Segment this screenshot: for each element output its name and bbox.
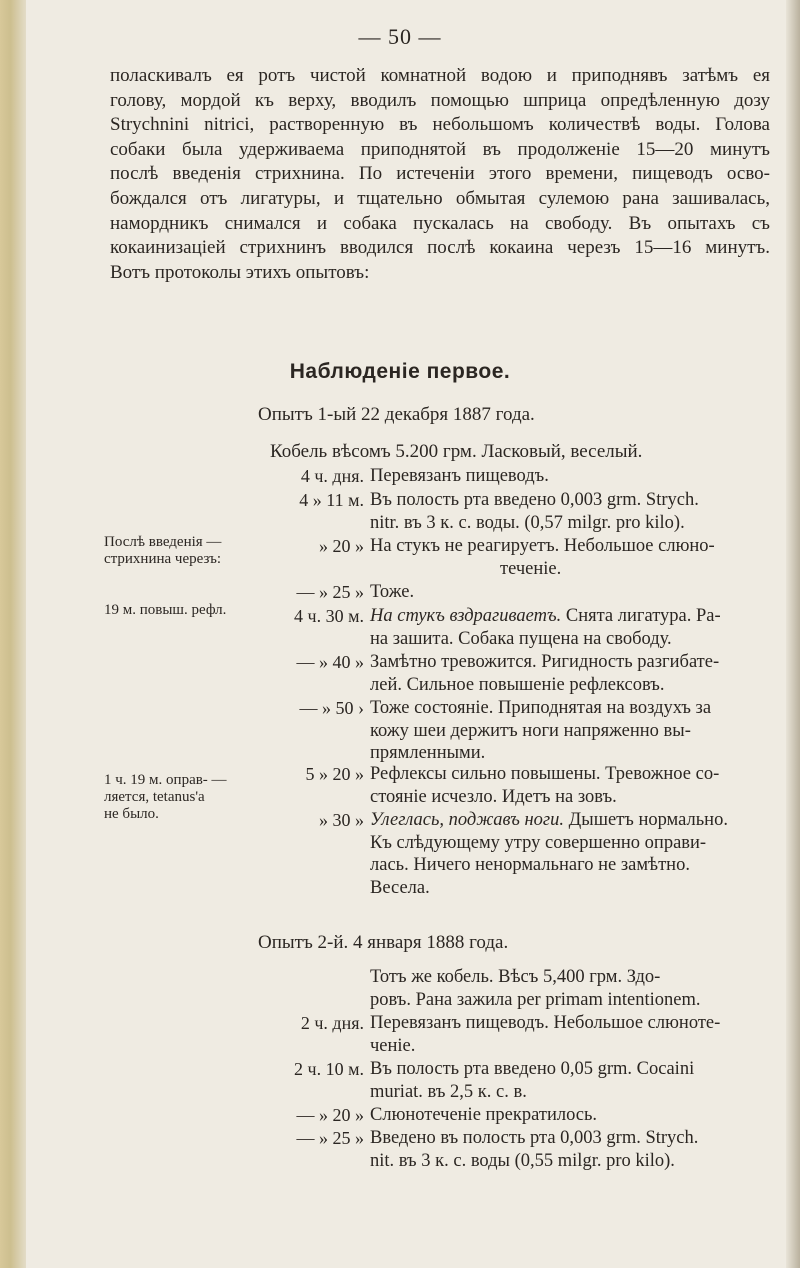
experiment-1-title: Опытъ 1-ый 22 декабря 1887 года. [258,404,535,425]
side-note-line: не было. [104,806,159,822]
entry-line: Перевязанъ пищеводъ. Небольшое слюноте- [370,1013,721,1033]
entry-line: Рефлексы сильно повышены. Тревожное со- [370,764,720,784]
entry-line: Снята лигатура. Ра- [561,606,721,626]
page-right-edge [786,0,800,1268]
protocol-entry [370,651,719,696]
experiment-2-description [370,966,701,1011]
time-cell: 2 ч. дня. [300,1013,364,1033]
time-cell: 4 ч. 30 м. [294,606,364,626]
protocol-entry [370,465,549,488]
side-note-strychnine-after [104,534,221,568]
experiment-2-title: Опытъ 2-й. 4 января 1888 года. [258,932,509,953]
entry-line: ченіе. [370,1035,416,1056]
time-cell: — » 20 » [296,1105,364,1125]
protocol-entry [370,763,719,808]
time-cell: — » 50 › [299,698,364,718]
side-note-line: 1 ч. 19 м. оправ- — [104,772,227,788]
section-heading: Наблюденіе первое. [289,360,511,383]
entry-line: ровъ. Рана зажила per primam intentionem. [370,989,701,1010]
protocol-entry [370,1012,720,1057]
text-line: кокаинизаціей стрихнинъ вводился послѣ кокаина черезъ 15—16 минутъ. [110,237,770,259]
protocol-entry [370,1104,597,1127]
entry-line: стояніе исчезло. Идетъ на зовъ. [370,786,617,807]
protocol-entry [370,581,414,604]
protocol-entry [370,1127,698,1172]
entry-line: Введено въ полость рта 0,003 grm. Strych. [370,1128,699,1148]
side-note-line: Послѣ введенія — [104,534,222,550]
text-line: Strychnini nitrici, растворенную въ небольшомъ количествѣ воды. Голова [110,114,770,136]
time-cell: 2 ч. 10 м. [294,1059,364,1079]
italic-phrase: На стукъ вздрагиваетъ. [370,606,562,626]
entry-line: Дышетъ нормально. [564,810,728,830]
entry-line: Въ полость рта введено 0,003 grm. Strych. [370,490,699,510]
entry-line: на зашита. Собака пущена на свободу. [370,628,672,649]
entry-line: Къ слѣдующему утру совершенно оправи- [370,832,707,853]
entry-line: nit. въ 3 к. с. воды (0,55 milgr. pro kilo). [370,1150,675,1171]
entry-line: muriat. въ 2,5 к. с. в. [370,1081,527,1102]
text-line: послѣ введенія стрихнина. По истеченіи этого времени, пищеводъ осво- [110,163,770,185]
protocol-entry [370,809,728,899]
time-cell: — » 40 » [296,652,364,672]
time-cell: » 30 » [319,810,364,830]
time-cell: — » 25 » [296,582,364,602]
side-note-line: ляется, tetanus'а [104,789,205,805]
entry-line: Весела. [370,877,430,898]
protocol-entry [370,605,721,650]
entry-line: Перевязанъ пищеводъ. [370,466,549,486]
entry-line: nitr. въ 3 к. с. воды. (0,57 milgr. pro kilo). [370,512,685,533]
entry-line: Слюнотеченіе прекратилось. [370,1105,598,1125]
entry-line: лей. Сильное повышеніе рефлексовъ. [370,674,665,695]
side-note-recovery [104,772,227,823]
text-line: намордникъ снимался и собака пускалась на свободу. Въ опытахъ съ [110,212,770,234]
entry-line: Замѣтно тревожится. Ригидность разгибате- [370,652,720,672]
entry-line: Тоже. [370,582,415,602]
time-cell: 4 » 11 м. [299,490,364,510]
entry-line: Тоже состояніе. Приподнятая на воздухъ за [370,698,712,718]
side-note-reflex: 19 м. повыш. рефл. [104,602,227,618]
protocol-entry [370,535,715,580]
entry-line: теченіе. [500,558,562,579]
protocol-entry [370,1058,694,1103]
text-line: голову, мордой къ верху, вводилъ помощью шприца опредѣленную дозу [110,89,770,111]
text-line: бождался отъ лигатуры, и тщательно обмытая сулемою рана зашивалась, [110,187,770,209]
book-binding-edge [0,0,26,1268]
page-number: — 50 — [358,24,442,49]
time-cell: — » 25 » [296,1128,364,1148]
time-cell: 5 » 20 » [305,764,364,784]
entry-line: лась. Ничего ненормальнаго не замѣтно. [370,855,690,875]
intro-paragraph [110,64,770,285]
italic-phrase: Улеглась, поджавъ ноги. [370,810,565,830]
entry-line: Въ полость рта введено 0,05 grm. Cocaini [370,1059,695,1079]
text-line: Вотъ протоколы этихъ опытовъ: [110,261,370,283]
time-cell: » 20 » [319,536,364,556]
experiment-1-description: Кобель вѣсомъ 5.200 грм. Ласковый, веселый. [270,441,643,462]
entry-line: прямленными. [370,743,486,763]
side-note-line: стрихнина черезъ: [104,551,222,567]
entry-line: Тотъ же кобель. Вѣсъ 5,400 грм. Здо- [370,967,661,987]
entry-line: кожу шеи держитъ ноги напряженно вы- [370,720,691,741]
text-line: собаки была удерживаема приподнятой въ продолженіе 15—20 минутъ [110,138,770,160]
entry-line: На стукъ не реагируетъ. Небольшое слюно- [370,536,715,556]
protocol-entry [370,697,711,765]
text-line: поласкивалъ ея ротъ чистой комнатной водою и приподнявъ затѣмъ ея [110,65,770,86]
time-cell: 4 ч. дня. [300,466,364,486]
protocol-entry [370,489,699,534]
